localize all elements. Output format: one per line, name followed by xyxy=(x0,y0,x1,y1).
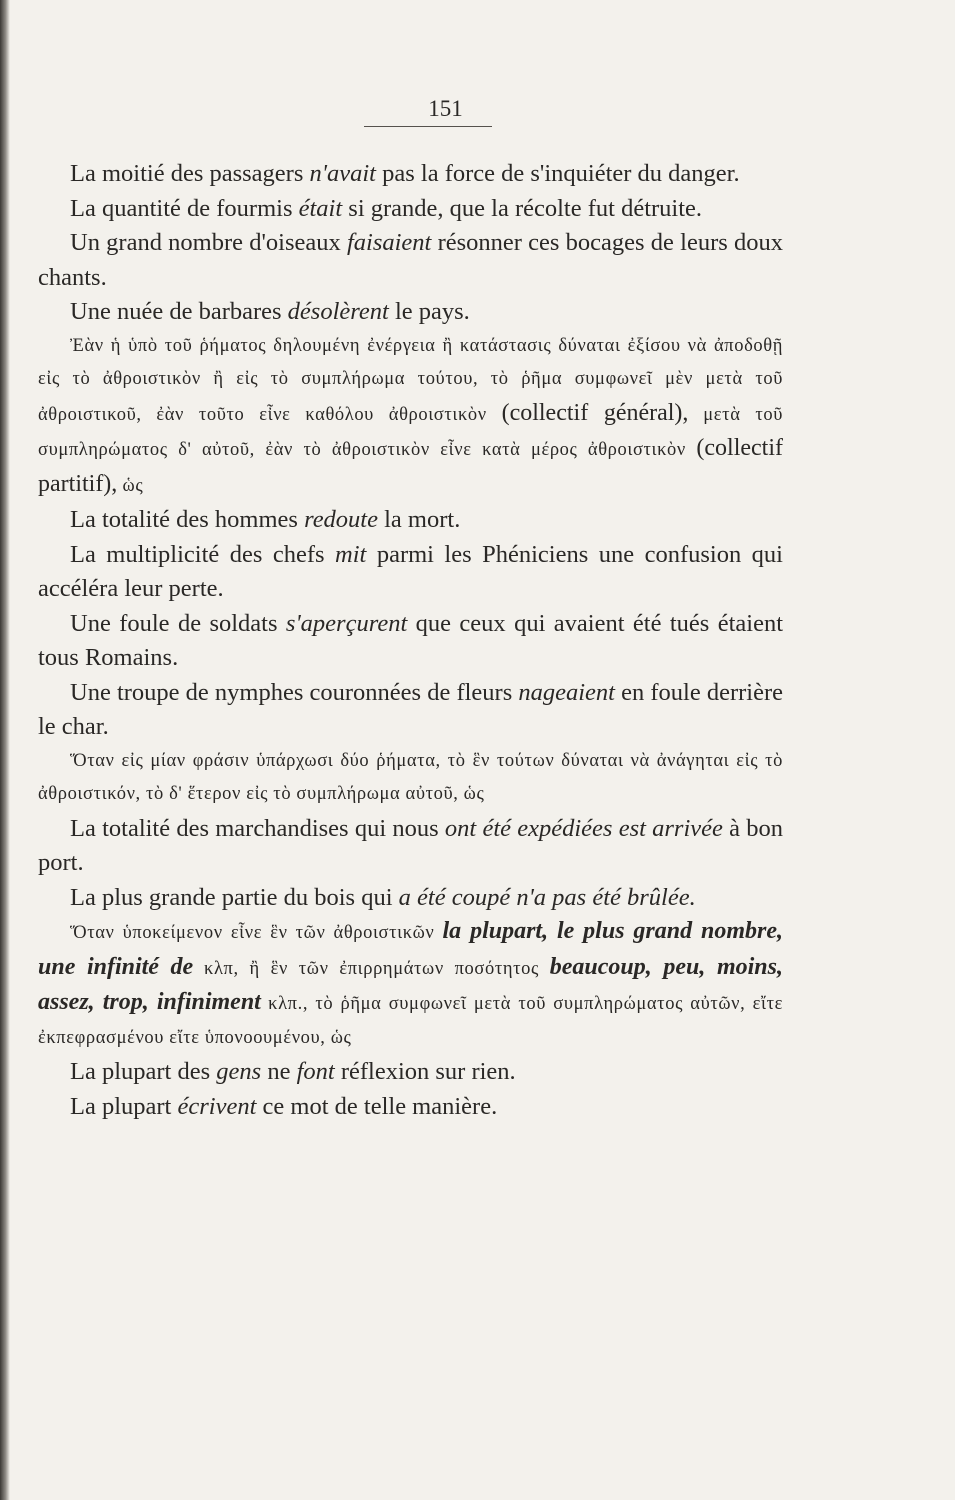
text-segment: Une foule de soldats xyxy=(70,609,286,637)
text-segment: Ἐὰν ἡ ὑπὸ τοῦ ῥήματος δηλουμένη ἐνέργεια ἢ κατάστασις δύναται ἐξίσου νὰ ἀποδοθῇ εἰς τὸ ἀθροιστικὸν ἢ εἰς τὸ συμπλήρωμα τούτου, τὸ ῥῆμα συμφωνεῖ μὲν μετὰ τοῦ ἀθροιστικοῦ, ἐὰν τοῦτο εἶνε καθόλου ἀθροιστικὸν xyxy=(38,335,783,425)
text-segment: μετὰ τοῦ συμπληρώματος δ' αὐτοῦ, ἐὰν τὸ ἀθροιστικὸν εἶνε κατὰ μέρος ἀθροιστικὸν xyxy=(38,404,783,460)
french-example-paragraph xyxy=(38,192,783,227)
italic-text-segment: désolèrent xyxy=(287,298,389,325)
text-segment: La plus grande partie du bois qui xyxy=(70,883,399,911)
page-binding-edge xyxy=(0,0,10,1500)
text-segment: (collectif général), xyxy=(501,399,689,426)
text-segment: le pays. xyxy=(388,298,470,325)
french-example-paragraph xyxy=(38,295,783,330)
text-segment: la mort. xyxy=(378,506,461,533)
text-segment: La plupart xyxy=(70,1092,178,1120)
french-example-paragraph xyxy=(38,157,783,192)
italic-text-segment: beaucoup, peu, moins, assez, trop, infiniment xyxy=(38,953,783,1015)
italic-text-segment: s'aperçurent xyxy=(285,609,408,637)
greek-rule-paragraph xyxy=(38,915,783,1055)
french-example-paragraph xyxy=(38,812,783,881)
text-segment: ne xyxy=(261,1058,297,1085)
italic-text-segment: faisaient xyxy=(346,229,432,256)
french-example-paragraph xyxy=(38,881,783,916)
french-example-paragraph xyxy=(38,607,783,676)
italic-text-segment: ont été expédiées est arrivée xyxy=(444,814,723,842)
italic-text-segment: n'avait xyxy=(309,160,376,187)
text-segment: ὡς xyxy=(117,475,144,496)
text-segment: parmi les Phéniciens une confusion qui accéléra leur perte. xyxy=(38,540,783,602)
greek-rule-paragraph xyxy=(38,330,783,504)
french-example-paragraph xyxy=(38,538,783,607)
text-segment: κλπ., τὸ ῥῆμα συμφωνεῖ μετὰ τοῦ συμπληρώματος αὐτῶν, εἴτε ἐκπεφρασμένου εἴτε ὑπονοουμένου, ὡς xyxy=(38,994,783,1048)
page-body xyxy=(38,157,783,1124)
text-segment: que ceux qui avaient été tués étaient tous Romains. xyxy=(38,609,783,671)
text-segment: La multiplicité des chefs xyxy=(70,540,336,568)
french-example-paragraph xyxy=(38,226,783,295)
text-segment: La totalité des hommes xyxy=(70,506,305,533)
text-segment: réflexion sur rien. xyxy=(334,1058,516,1085)
italic-text-segment: redoute xyxy=(304,506,378,533)
text-segment: à bon port. xyxy=(38,814,784,876)
text-segment: résonner ces bocages de leurs doux chants. xyxy=(38,229,783,291)
text-segment: La totalité des marchandises qui nous xyxy=(70,814,445,842)
header-rule xyxy=(364,126,492,127)
text-segment: Une nuée de barbares xyxy=(70,298,288,325)
text-segment: Une troupe de nymphes couronnées de fleurs xyxy=(70,678,519,706)
french-example-paragraph xyxy=(38,676,783,745)
italic-text-segment: gens xyxy=(216,1058,262,1085)
text-segment: Ὅταν ὑποκείμενον εἶνε ἓν τῶν ἀθροιστικῶν xyxy=(70,923,443,943)
french-example-paragraph xyxy=(38,503,783,538)
text-segment: La quantité de fourmis xyxy=(70,194,299,222)
text-segment: en foule derrière le char. xyxy=(38,678,783,740)
italic-text-segment: nageaient xyxy=(518,678,615,706)
page-number: 151 xyxy=(428,96,463,121)
book-page xyxy=(38,96,783,1124)
italic-text-segment: écrivent xyxy=(177,1092,257,1120)
text-segment: si grande, que la récolte fut détruite. xyxy=(342,194,703,222)
text-segment: κλπ, ἢ ἓν τῶν ἐπιρρημάτων ποσότητος xyxy=(193,958,550,979)
italic-text-segment: mit xyxy=(335,540,367,568)
text-segment: Ὅταν εἰς μίαν φράσιν ὑπάρχωσι δύο ῥήματα, τὸ ἓν τούτων δύναται νὰ ἀνάγηται εἰς τὸ ἀθροιστικόν, τὸ δ' ἕτερον εἰς τὸ συμπλήρωμα αὐτοῦ, ὡς xyxy=(38,750,783,804)
greek-rule-paragraph xyxy=(38,745,783,812)
italic-text-segment: était xyxy=(298,194,343,222)
text-segment: (collectif partitif), xyxy=(38,435,783,497)
text-segment: La moitié des passagers xyxy=(70,160,310,187)
text-segment: ce mot de telle manière. xyxy=(256,1092,498,1120)
italic-text-segment: font xyxy=(296,1058,335,1085)
text-segment: La plupart des xyxy=(70,1058,217,1085)
text-segment: Un grand nombre d'oiseaux xyxy=(70,229,347,256)
french-example-paragraph xyxy=(38,1090,783,1125)
italic-text-segment: a été coupé n'a pas été brûlée. xyxy=(398,883,696,911)
french-example-paragraph xyxy=(38,1055,783,1090)
italic-text-segment: la plupart, le plus grand nombre, une infinité de xyxy=(38,918,784,980)
text-segment: pas la force de s'inquiéter du danger. xyxy=(375,160,740,187)
